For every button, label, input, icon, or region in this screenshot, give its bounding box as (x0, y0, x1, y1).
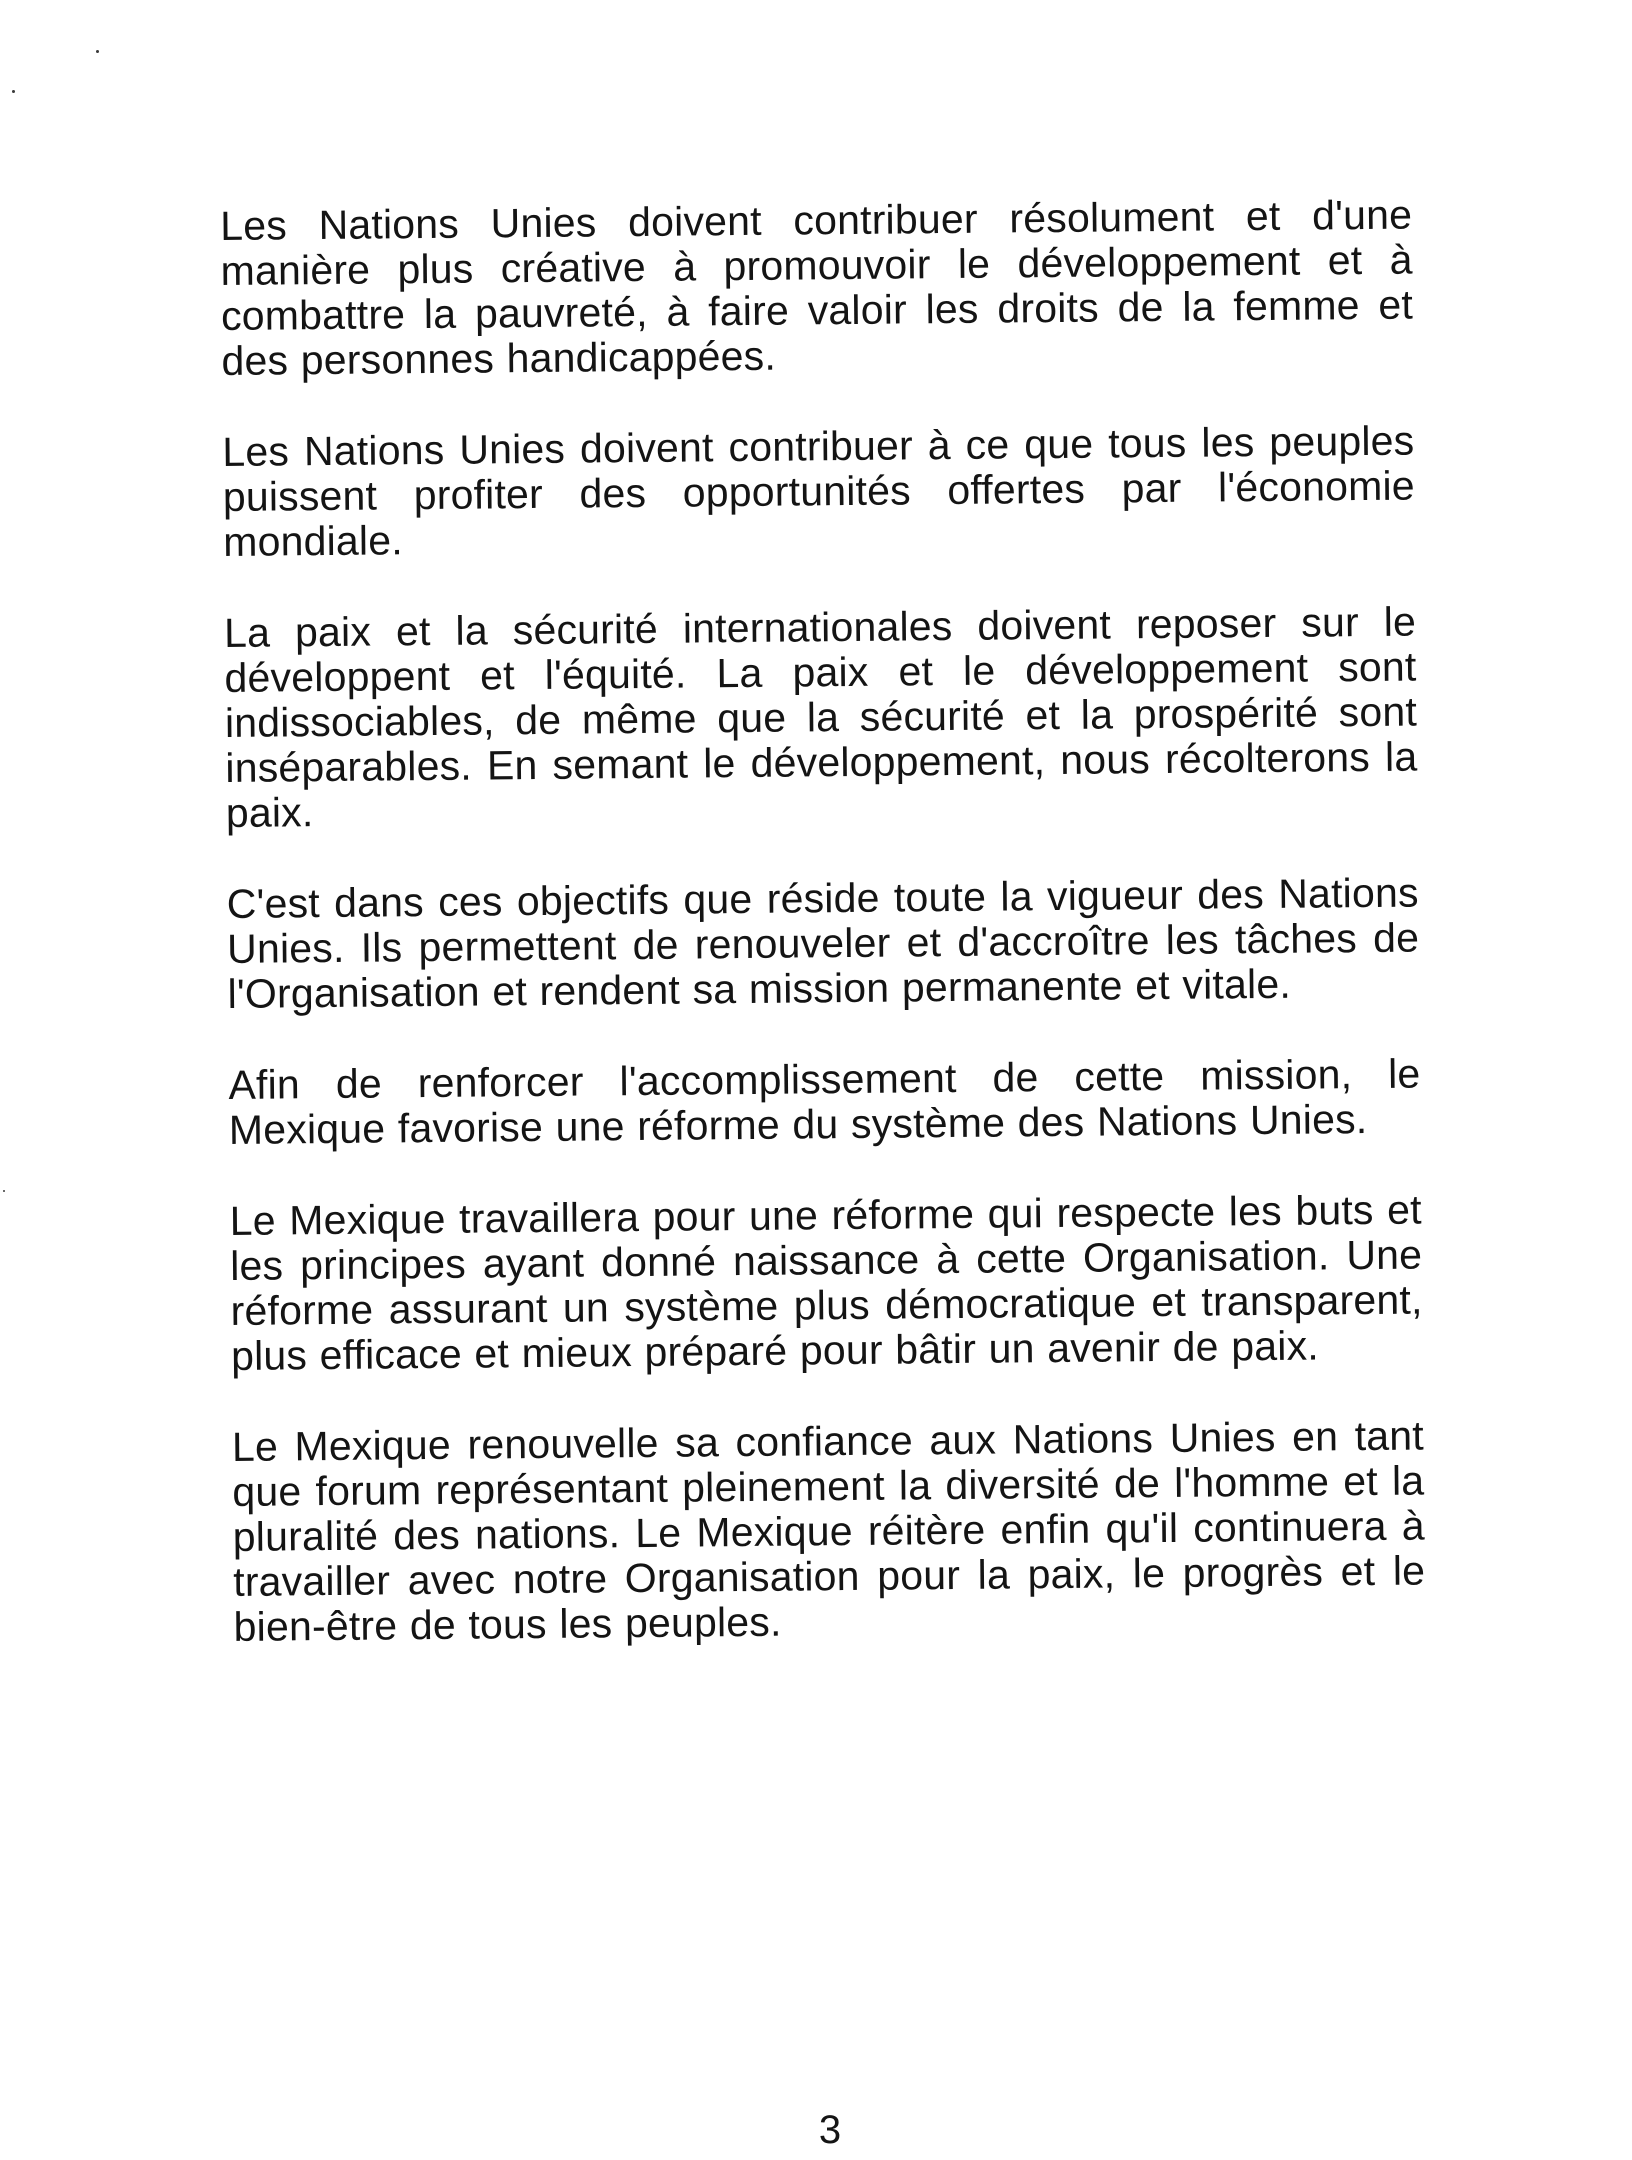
paragraph-2: Les Nations Unies doivent contribuer à ce que tous les peuples puissent profiter des opportunités offertes par l'économie mondiale. (222, 417, 1415, 565)
scan-speck (3, 1190, 5, 1192)
paragraph-5: Afin de renforcer l'accomplissement de cette mission, le Mexique favorise une réforme du système des Nations Unies. (228, 1050, 1421, 1153)
scan-speck (96, 50, 99, 53)
document-body (220, 193, 1426, 1650)
paragraph-4: C'est dans ces objectifs que réside toute la vigueur des Nations Unies. Ils permettent de renouveler et d'accroître les tâches de l'Organisation et rendent sa mission permanente et vitale. (226, 869, 1420, 1017)
paragraph-1: Les Nations Unies doivent contribuer résolument et d'une manière plus créative à promouvoir le développement et à combattre la pauvreté, à faire valoir les droits de la femme et des personnes handicappées. (219, 191, 1414, 384)
page-number: 3 (818, 2108, 842, 2152)
paragraph-7: Le Mexique renouvelle sa confiance aux Nations Unies en tant que forum représentant pleinement la diversité de l'homme et la pluralité des nations. Le Mexique réitère enfin qu'il continuera à travailler avec notre Organisation pour la paix, le progrès et le bien-être de tous les peuples. (231, 1412, 1426, 1650)
scan-speck (12, 90, 15, 93)
paragraph-6: Le Mexique travaillera pour une réforme qui respecte les buts et les principes ayant donné naissance à cette Organisation. Une réforme assurant un système plus démocratique et transparent, plus efficace et mieux préparé pour bâtir un avenir de paix. (229, 1186, 1423, 1379)
paragraph-3: La paix et la sécurité internationales doivent reposer sur le développent et l'équité. La paix et le développement sont indissociables, de même que la sécurité et la prospérité sont inséparables. En semant le développement, nous récolterons la paix. (223, 598, 1418, 836)
